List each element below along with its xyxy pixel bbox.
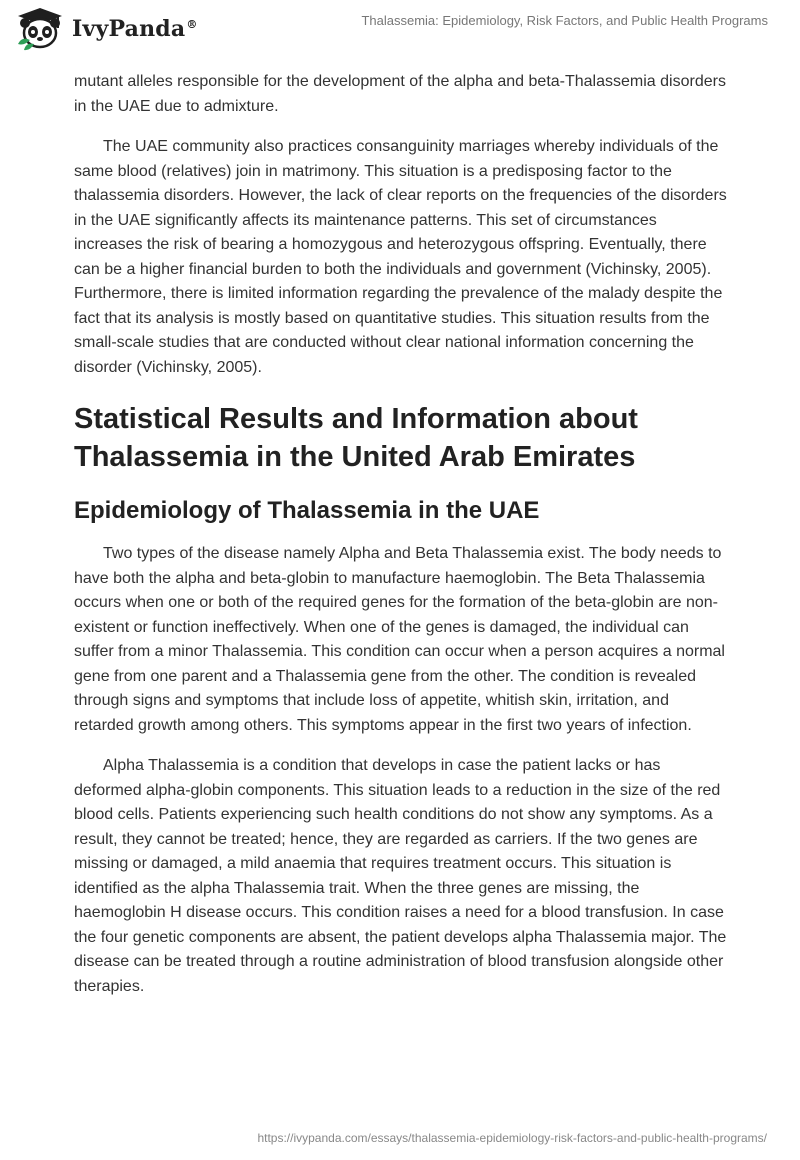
panda-logo-icon — [14, 6, 66, 52]
page-header — [0, 0, 800, 70]
brand-name: IvyPanda® — [72, 16, 198, 42]
paragraph: Two types of the disease namely Alpha and Beta Thalassemia exist. The body needs to have both the alpha and beta-globin to manufacture haemoglobin. The Beta Thalassemia occurs when one or both of the required genes for the formation of the beta-globin are non-existent or function ineffectively. When one of the genes is damaged, the individual can suffer from a minor Thalassemia. This condition can occur when a person acquires a normal gene from one parent and a Thalassemia gene from the other. The condition is revealed through signs and symptoms that include loss of appetite, whitish skin, irritation, and retarded growth among others. This symptoms appear in the first two years of infection. — [74, 545, 725, 734]
paragraph: Alpha Thalassemia is a condition that develops in case the patient lacks or has deformed alpha-globin components. This situation leads to a reduction in the size of the red blood cells. Patients experiencing such health conditions do not show any symptoms. As a result, they cannot be treated; hence, they are regarded as carriers. If the two genes are missing or damaged, a mild anaemia that requires treatment occurs. This situation is identified as the alpha Thalassemia trait. When the three genes are missing, the haemoglobin H disease occurs. This condition raises a need for a blood transfusion. In case the four genetic components are absent, the patient develops alpha Thalassemia major. The disease can be treated through a routine administration of blood transfusion alongside other therapies. — [74, 757, 727, 995]
brand-logo[interactable] — [14, 6, 198, 52]
section-heading: Statistical Results and Information about Thalassemia in the United Arab Emirates — [74, 403, 638, 473]
paragraph: The UAE community also practices consanguinity marriages whereby individuals of the same blood (relatives) join in matrimony. This situation is a predisposing factor to the thalassemia disorders. However, the lack of clear reports on the frequencies of the disorders in the UAE significantly affects its maintenance patterns. This set of circumstances increases the risk of bearing a homozygous and heterozygous offspring. Eventually, there can be a higher financial burden to both the individuals and government (Vichinsky, 2005). Furthermore, there is limited information regarding the prevalence of the malady despite the fact that its analysis is mostly based on quantitative studies. This situation results from the small-scale studies that are conducted without clear national information concerning the disorder (Vichinsky, 2005). — [74, 138, 727, 376]
subsection-heading: Epidemiology of Thalassemia in the UAE — [74, 497, 540, 524]
source-url[interactable]: https://ivypanda.com/essays/thalassemia-epidemiology-risk-factors-and-public-health-programs/ — [257, 1131, 767, 1145]
paragraph: mutant alleles responsible for the development of the alpha and beta-Thalassemia disorders in the UAE due to admixture. — [74, 73, 726, 115]
document-title: Thalassemia: Epidemiology, Risk Factors, and Public Health Programs — [361, 13, 768, 28]
article-body — [74, 70, 728, 1015]
